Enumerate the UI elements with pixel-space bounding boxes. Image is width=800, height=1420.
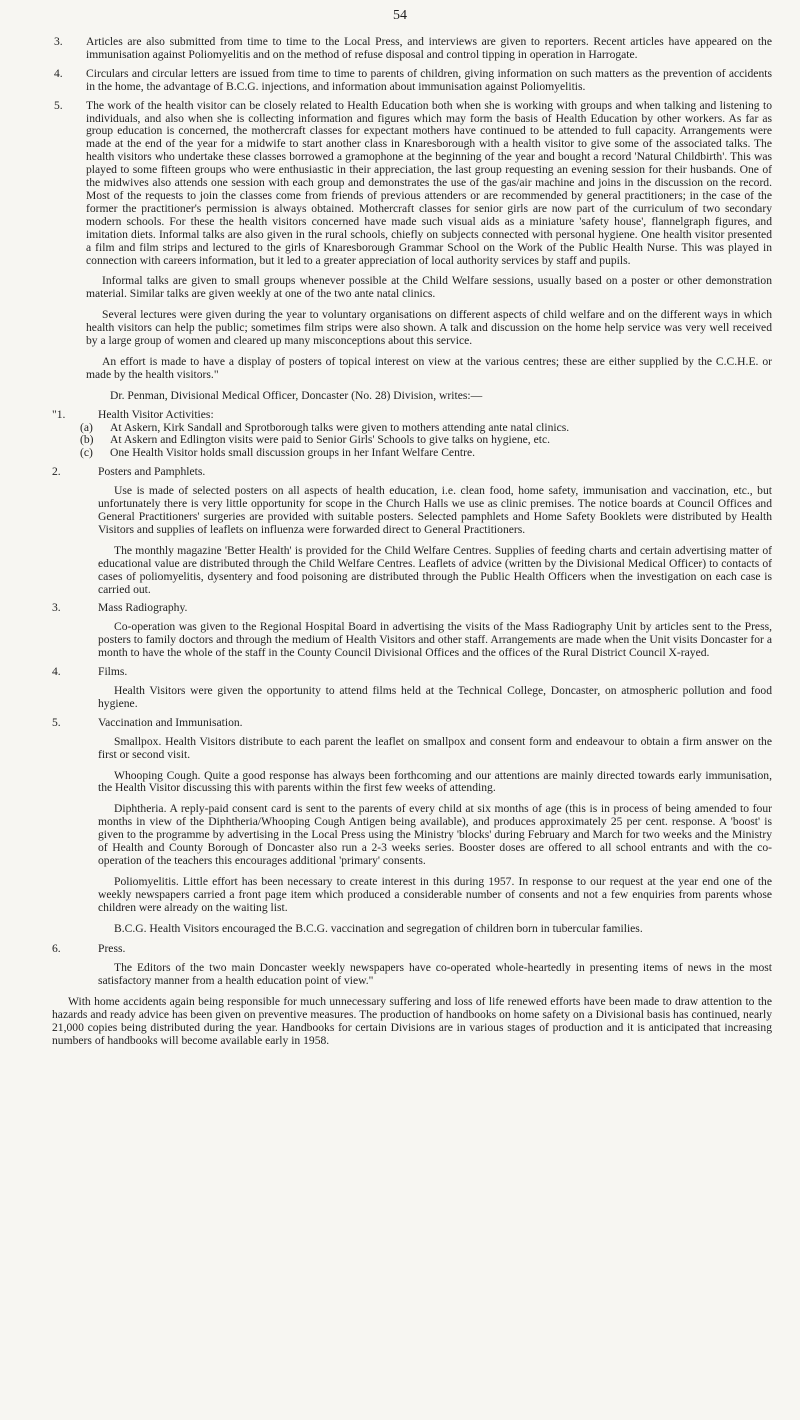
item-number: (a): [80, 420, 93, 434]
paragraph-p5d: [52, 356, 772, 382]
paragraph-text: Posters and Pamphlets.: [98, 465, 206, 479]
paragraph-text: Vaccination and Immunisation.: [98, 715, 243, 729]
item-number: 4.: [54, 66, 63, 80]
paragraph-text: Health Visitors were given the opportunity to attend films held at the Technical College, Doncaster, on atmospheric pollution and food hygiene.: [98, 683, 772, 710]
paragraph-d5d: [52, 876, 772, 915]
item-number: 5.: [52, 715, 61, 729]
paragraph-text: At Askern and Edlington visits were paid to Senior Girls' Schools to give talks on hygiene, etc.: [110, 433, 551, 447]
item-number: 6.: [52, 942, 61, 956]
paragraph-p5c: [52, 309, 772, 348]
paragraph-text: Diphtheria. A reply-paid consent card is sent to the parents of every child at six months of age (this is in process of being amended to four months in view of the Diphtheria/Whooping Cough Antigen being available), and produces approximately 25 per cent. response. A 'boost' is given to the programme by advertising in the Local Press using the Ministry 'blocks' during February and March for two weeks and the Ministry of Health and County Borough of Doncaster also run a 2-3 weeks series. Booster doses are offered to all school entrants and with the co-operation of the teachers this encourages additional 'primary' consents.: [98, 802, 772, 867]
paragraph-text: Whooping Cough. Quite a good response has always been forthcoming and our attentions are mainly directed towards early immunisation, the Health Visitor discussing this with parents within the first few weeks of attending.: [98, 768, 772, 795]
item-number: (b): [80, 433, 94, 447]
paragraph-text: Use is made of selected posters on all aspects of health education, i.e. clean food, home safety, immunisation and vaccination, etc., but unfortunately there is very little opportunity for scope in the Church Halls we use as clinic premises. The notice boards at Council Offices and General Practitioners' surgeries are provided with suitable posters. Selected pamphlets and Home Safety Booklets were distributed by Health Visitors and supplies of leaflets on influenza were forwarded direct to General Practitioners.: [98, 484, 772, 536]
paragraph-text: B.C.G. Health Visitors encouraged the B.C.G. vaccination and segregation of children born in tubercular families.: [114, 921, 643, 935]
paragraph-p5: [52, 100, 772, 268]
paragraph-p4: [52, 68, 772, 94]
paragraph-text: Co-operation was given to the Regional Hospital Board in advertising the visits of the Mass Radiography Unit by articles sent to the Press, posters to family doctors and through the medium of Health Visitors and other staff. Arrangements are made when the Unit visits Doncaster for a month to have the whole of the staff in the County Council Divisional Offices and the offices of the Rural District Council X-rayed.: [98, 620, 772, 660]
paragraph-text: One Health Visitor holds small discussion groups in her Infant Welfare Centre.: [110, 446, 476, 460]
paragraph-d2a: [52, 485, 772, 537]
paragraph-text: Mass Radiography.: [98, 601, 188, 615]
paragraph-p5b: [52, 275, 772, 301]
paragraph-d2b: [52, 545, 772, 597]
paragraph-d1c: [52, 447, 772, 460]
paragraph-d5e: [52, 923, 772, 936]
paragraph-fin: [52, 996, 772, 1048]
paragraph-text: The Editors of the two main Doncaster weekly newspapers have co-operated whole-heartedly in presenting items of news in the most satisfactory manner from a health education point of view.": [98, 961, 772, 988]
item-number: (c): [80, 446, 93, 460]
item-number: 5.: [54, 98, 63, 112]
paragraph-d4: [52, 666, 772, 679]
paragraph-d3: [52, 602, 772, 615]
paragraph-text: Press.: [98, 942, 126, 956]
paragraph-text: The monthly magazine 'Better Health' is provided for the Child Welfare Centres. Supplies of feeding charts and certain advertising matter of educational value are distributed through the Child Welfare Centres. Leaflets of advice (written by the Divisional Medical Officer) to contacts of cases of poliomyelitis, dysentery and food poisoning are distributed through the Public Health Officers when the investigation on each case is carried out.: [98, 543, 772, 596]
paragraph-p3: [52, 36, 772, 62]
paragraph-d2: [52, 466, 772, 479]
paragraph-auth: [52, 390, 772, 403]
paragraph-d6: [52, 943, 772, 956]
paragraph-text: Articles are also submitted from time to time to the Local Press, and interviews are given to reporters. Recent articles have appeared on the immunisation against Poliomyelitis and on the method of refuse disposal and control tipping in operation in Harrogate.: [86, 35, 772, 61]
document-body: [52, 36, 772, 1048]
paragraph-text: Dr. Penman, Divisional Medical Officer, Doncaster (No. 28) Division, writes:—: [110, 388, 483, 402]
paragraph-text: Informal talks are given to small groups whenever possible at the Child Welfare sessions, usually based on a poster or other demonstration material. Similar talks are given weekly at one of the two ante natal clinics.: [86, 274, 772, 301]
paragraph-text: Smallpox. Health Visitors distribute to each parent the leaflet on smallpox and consent form and endeavour to obtain a firm answer on the first or second visit.: [98, 734, 772, 761]
paragraph-d5a: [52, 736, 772, 762]
paragraph-text: With home accidents again being responsible for much unnecessary suffering and loss of life renewed efforts have been made to draw attention to the hazards and ready advice has been given on preventive measures. The production of handbooks on home safety on a Divisional basis has continued, nearly 21,000 copies being distributed during the year. Handbooks for certain Divisions are in various stages of production and it is anticipated that increasing numbers of handbooks will become available early in 1958.: [52, 995, 772, 1047]
paragraph-d5c: [52, 803, 772, 868]
item-number: 3.: [54, 35, 63, 48]
paragraph-text: The work of the health visitor can be closely related to Health Education both when she is working with groups and when talking and listening to individuals, and also when she is collecting information and figures which may form the basis of Health Education by other workers. As far as group education is concerned, the mothercraft classes for expectant mothers have continued to be attended to full capacity. Arrangements were made at the end of the year for a midwife to start another class in Knaresborough with a health visitor to give some of the associated talks. The health visitors who undertake these classes borrowed a gramophone at the beginning of the year and bought a record 'Natural Childbirth'. This was played to some fifteen groups who were enthusiastic in their appreciation, the last group requesting an evening session for their husbands. One of the midwives also attends one session with each group and demonstrates the use of the gas/air machine and joins in the discussion on the record. Most of the requests to join the classes come from friends of previous attenders or are recommended by general practitioners; in the case of the former the practitioner's permission is always obtained. Mothercraft classes for senior girls are now part of the curriculum of two secondary modern schools. For these the health visitors concerned have made such visual aids as a miniature 'safety house', flannelgraph figures, and imitation diets. Informal talks are also given in the rural schools, chiefly on subjects connected with personal hygiene. One health visitor presented a film and film strips and lectured to the girls of Knaresborough Grammar School on the Work of the Public Health Nurse. This was played in connection with careers information, but it led to a greater appreciation of local authority services by staff and pupils.: [86, 98, 772, 267]
paragraph-d4a: [52, 685, 772, 711]
paragraph-d5: [52, 717, 772, 730]
paragraph-d3a: [52, 621, 772, 660]
item-number: 3.: [52, 601, 61, 615]
paragraph-text: At Askern, Kirk Sandall and Sprotborough talks were given to mothers attending ante natal clinics.: [110, 420, 570, 434]
paragraph-text: Circulars and circular letters are issued from time to time to parents of children, giving information on such matters as the prevention of accidents in the home, the advantage of B.C.G. injections, and information about immunisation against Poliomyelitis.: [86, 66, 772, 93]
paragraph-text: Poliomyelitis. Little effort has been necessary to create interest in this during 1957. In response to our request at the year end one of the weekly newspapers carried a front page item which produced a considerable number of consents and not a few enquiries from parents whose children were already on the waiting list.: [98, 874, 772, 914]
item-number: 4.: [52, 665, 61, 679]
paragraph-text: An effort is made to have a display of posters of topical interest on view at the various centres; these are either supplied by the C.C.H.E. or made by the health visitors.": [86, 354, 772, 381]
item-number: "1.: [52, 407, 66, 421]
paragraph-text: Health Visitor Activities:: [98, 407, 214, 421]
paragraph-text: Films.: [98, 665, 128, 679]
paragraph-d5b: [52, 770, 772, 796]
paragraph-text: Several lectures were given during the year to voluntary organisations on different aspects of child welfare and on the different ways in which health visitors can help the public; sometimes film strips were also shown. A talk and discussion on the home help service was very well received by a large group of women and cleared up many misconceptions about this service.: [86, 308, 772, 348]
page-number: 54: [393, 8, 407, 23]
paragraph-d6a: [52, 962, 772, 988]
item-number: 2.: [52, 465, 61, 479]
